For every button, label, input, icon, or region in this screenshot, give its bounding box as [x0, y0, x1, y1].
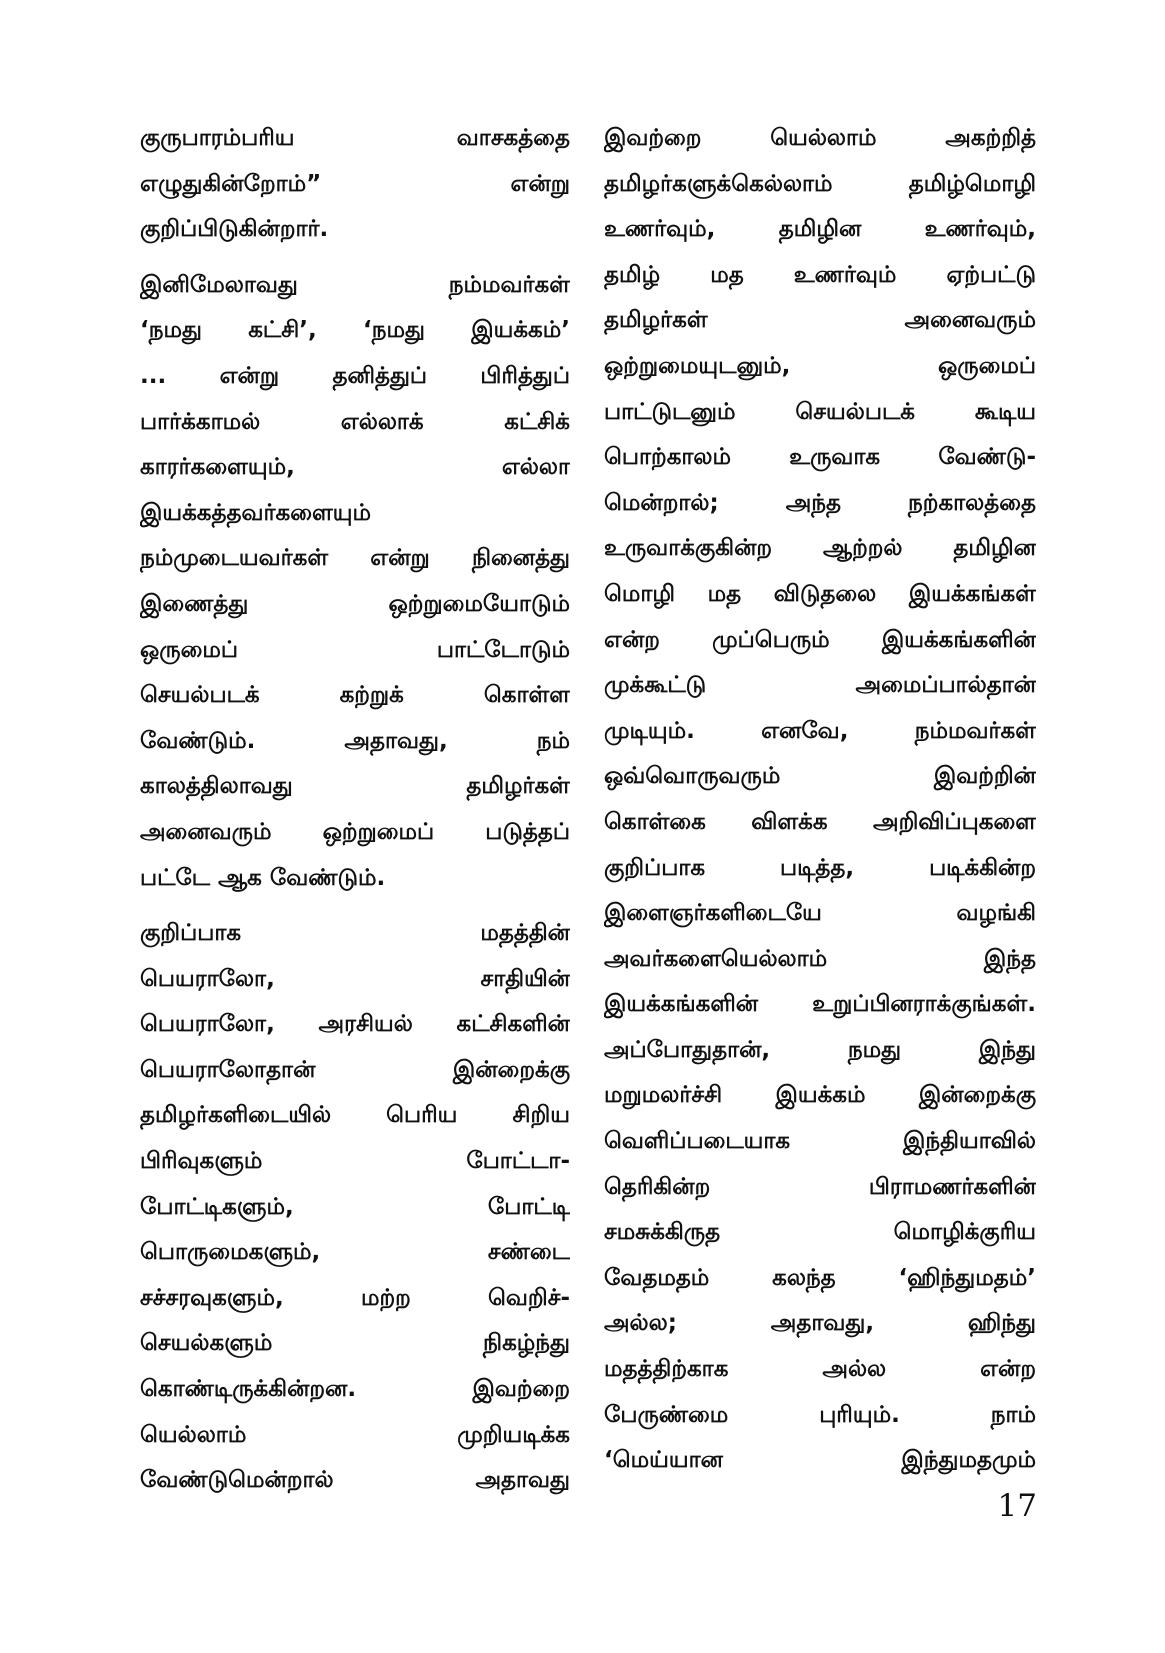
- left-text-column: [140, 116, 570, 1504]
- text-line: ஒற்றுமையுடனும், ஒருமைப்: [604, 352, 1036, 379]
- text-line: ... என்று தனித்துப் பிரித்துப்: [140, 362, 570, 389]
- text-line: தமிழர்களிடையில் பெரிய சிறிய: [140, 1102, 570, 1129]
- text-line: இயக்கங்களின் உறுப்பினராக்குங்கள்.: [604, 991, 1036, 1018]
- text-line: குறிப்பிடுகின்றார்.: [140, 216, 329, 243]
- text-line: மொழி மத விடுதலை இயக்கங்கள்: [604, 580, 1036, 607]
- text-line: அனைவரும் ஒற்றுமைப் படுத்தப்: [140, 818, 570, 845]
- text-line: ஒருமைப் பாட்டோடும்: [140, 636, 570, 663]
- text-line: கொண்டிருக்கின்றன. இவற்றை: [140, 1376, 570, 1403]
- right-text-column: [604, 116, 1036, 1484]
- text-line: காரர்களையும், எல்லா: [140, 454, 570, 481]
- text-line: பெயராலோ, சாதியின்: [140, 965, 570, 992]
- text-line: போட்டிகளும், போட்டி: [140, 1193, 570, 1220]
- text-line: பொருமைகளும், சண்டை: [140, 1239, 570, 1266]
- text-line: ‘நமது கட்சி’, ‘நமது இயக்கம்’: [140, 317, 570, 344]
- text-line: கொள்கை விளக்க அறிவிப்புகளை: [604, 808, 1036, 835]
- text-line: முடியும். எனவே, நம்மவர்கள்: [604, 717, 1036, 744]
- text-line: பாட்டுடனும் செயல்படக் கூடிய: [604, 398, 1036, 425]
- text-line: செயல்களும் நிகழ்ந்து: [140, 1330, 570, 1357]
- text-line: எழுதுகின்றோம்” என்று: [140, 170, 570, 197]
- text-line: தமிழ் மத உணர்வும் ஏற்பட்டு: [604, 261, 1036, 288]
- text-line: ஒவ்வொருவரும் இவற்றின்: [604, 763, 1036, 790]
- page-number: 17: [997, 1488, 1037, 1524]
- text-line: இயக்கத்தவர்களையும்: [140, 499, 371, 526]
- text-line: வேதமதம் கலந்த ‘ஹிந்துமதம்’: [604, 1264, 1036, 1291]
- text-line: பெயராலோதான் இன்றைக்கு: [140, 1056, 570, 1083]
- text-line: பேருண்மை புரியும். நாம்: [604, 1401, 1036, 1428]
- paragraph-gap: [140, 253, 570, 263]
- text-line: வேண்டுமென்றால் அதாவது: [140, 1467, 570, 1494]
- text-line: காலத்திலாவது தமிழர்கள்: [140, 773, 570, 800]
- text-line: இவற்றை யெல்லாம் அகற்றித்: [604, 125, 1036, 151]
- text-line: வேண்டும். அதாவது, நம்: [140, 727, 570, 754]
- text-line: அவர்களையெல்லாம் இந்த: [604, 945, 1036, 972]
- text-line: அல்ல; அதாவது, ஹிந்து: [604, 1310, 1036, 1337]
- text-line: இணைத்து ஒற்றுமையோடும்: [140, 590, 570, 617]
- text-line: பட்டே ஆக வேண்டும்.: [140, 864, 386, 891]
- text-line: குருபாரம்பரிய வாசகத்தை: [140, 125, 570, 151]
- text-line: தமிழர்கள் அனைவரும்: [604, 307, 1036, 334]
- text-line: இனிமேலாவது நம்மவர்கள்: [140, 271, 570, 298]
- text-line: நம்முடையவர்கள் என்று நினைத்து: [140, 545, 570, 572]
- text-line: தமிழர்களுக்கெல்லாம் தமிழ்மொழி: [604, 170, 1036, 197]
- text-line: பார்க்காமல் எல்லாக் கட்சிக்: [140, 408, 570, 435]
- text-line: வெளிப்படையாக இந்தியாவில்: [604, 1128, 1036, 1155]
- text-line: பெயராலோ, அரசியல் கட்சிகளின்: [140, 1011, 570, 1038]
- text-line: குறிப்பாக படித்த, படிக்கின்ற: [604, 854, 1036, 881]
- text-line: ‘மெய்யான இந்துமதமும்: [604, 1447, 1036, 1474]
- text-line: யெல்லாம் முறியடிக்க: [140, 1421, 570, 1448]
- text-line: குறிப்பாக மதத்தின்: [140, 920, 570, 947]
- text-line: முக்கூட்டு அமைப்பால்தான்: [604, 672, 1036, 699]
- text-line: என்ற முப்பெரும் இயக்கங்களின்: [604, 626, 1036, 653]
- text-line: சச்சரவுகளும், மற்ற வெறிச்-: [140, 1284, 570, 1311]
- text-line: சமசுக்கிருத மொழிக்குரிய: [604, 1219, 1036, 1246]
- text-line: மறுமலர்ச்சி இயக்கம் இன்றைக்கு: [604, 1082, 1036, 1109]
- text-line: இளைஞர்களிடையே வழங்கி: [604, 900, 1036, 927]
- paragraph-gap: [140, 901, 570, 911]
- text-line: பொற்காலம் உருவாக வேண்டு-: [604, 444, 1036, 471]
- text-line: மென்றால்; அந்த நற்காலத்தை: [604, 489, 1036, 516]
- text-line: மதத்திற்காக அல்ல என்ற: [604, 1356, 1036, 1383]
- text-line: பிரிவுகளும் போட்டா-: [140, 1148, 570, 1175]
- text-line: தெரிகின்ற பிராமணர்களின்: [604, 1173, 1036, 1200]
- text-line: உருவாக்குகின்ற ஆற்றல் தமிழின: [604, 535, 1036, 562]
- text-line: உணர்வும், தமிழின உணர்வும்,: [604, 216, 1036, 243]
- text-line: செயல்படக் கற்றுக் கொள்ள: [140, 682, 570, 709]
- text-line: அப்போதுதான், நமது இந்து: [604, 1036, 1036, 1063]
